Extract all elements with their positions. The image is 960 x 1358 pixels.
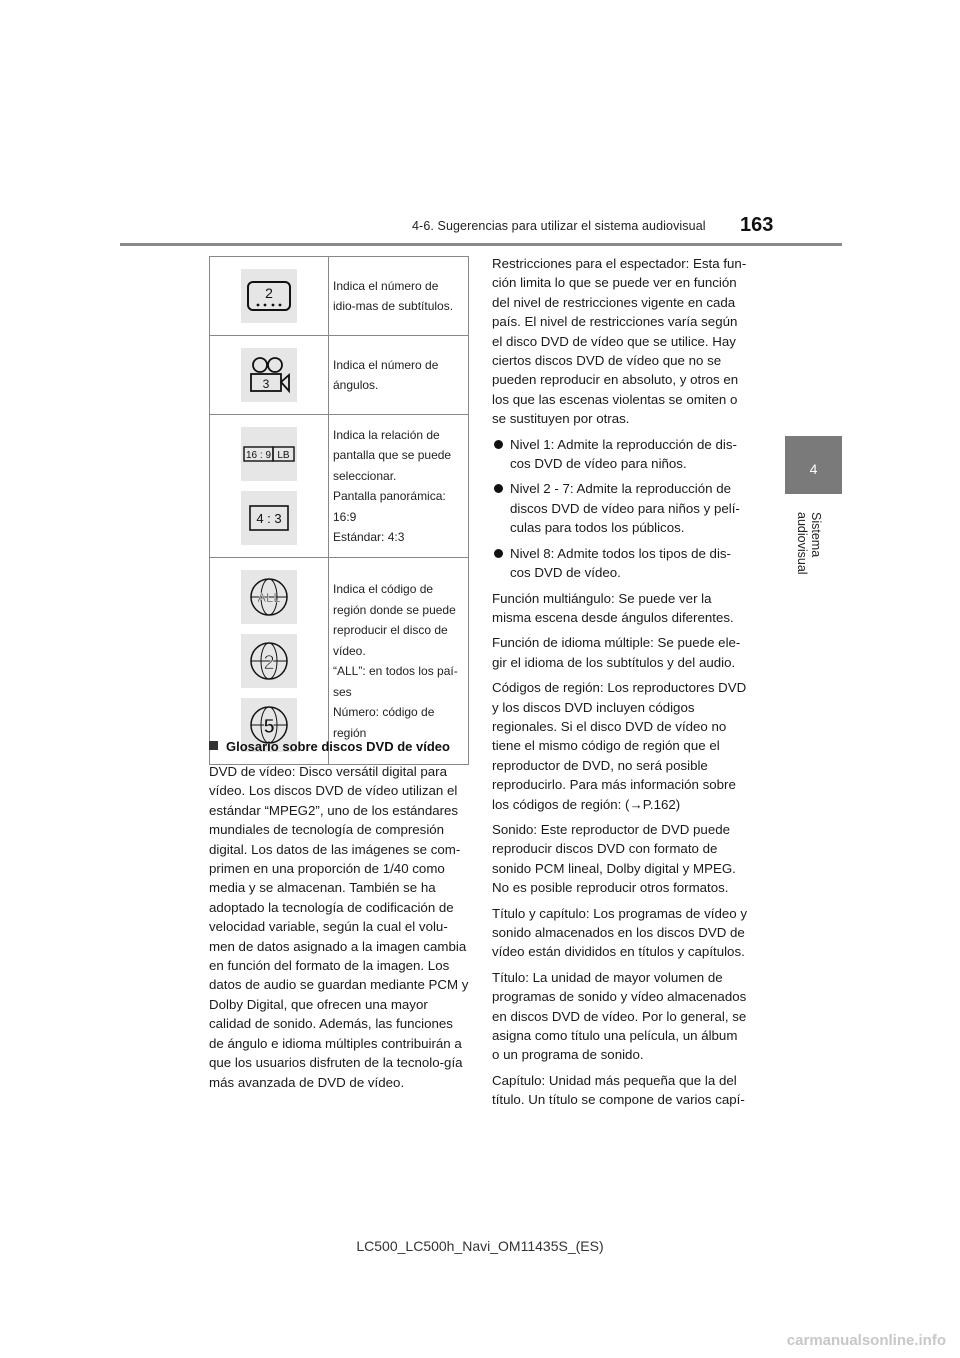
running-header: 4-6. Sugerencias para utilizar el sistema audiovisual bbox=[412, 219, 706, 233]
chapter-paragraph: Capítulo: Unidad más pequeña que la del título. Un título se compone de varios capí- bbox=[492, 1072, 745, 1108]
title-chapter-paragraph: Título y capítulo: Los programas de vídeo y sonido almacenados en los discos DVD de vídeo están divididos en títulos y capítulos. bbox=[492, 905, 747, 960]
viewer-restrictions-paragraph: Restricciones para el espectador: Esta fun-ción limita lo que se puede ver en función del nivel de restricciones vigente en cada país. El nivel de restricciones varía según el disco DVD de vídeo que se utilice. Hay ciertos discos DVD de vídeo que no se pueden reproducir en absoluto, y otros en los que las escenas violentas se omiten o se sustituyen por otras. bbox=[492, 256, 747, 427]
list-item: Nivel 2 - 7: Admite la reproducción de discos DVD de vídeo para niños y pelí-culas para todos los públicos. bbox=[492, 479, 748, 537]
multi-language-paragraph: Función de idioma múltiple: Se puede ele-gir el idioma de los subtítulos y del audio. bbox=[492, 635, 741, 670]
icon-cell bbox=[210, 336, 329, 415]
description-cell: Indica la relación de pantalla que se puede seleccionar. Pantalla panorámica: 16:9 Estándar: 4:3 bbox=[329, 415, 469, 558]
glossary-heading-text: Glosario sobre discos DVD de vídeo bbox=[226, 739, 450, 754]
region-all-text: ALL bbox=[257, 590, 281, 605]
icon-cell bbox=[210, 415, 329, 558]
list-item: Nivel 1: Admite la reproducción de dis-cos DVD de vídeo para niños. bbox=[492, 435, 748, 474]
subtitle-languages-icon bbox=[241, 269, 297, 323]
wide-screen-icon bbox=[241, 427, 297, 481]
letterbox-text: LB bbox=[277, 450, 290, 461]
camera-angles-icon bbox=[241, 348, 297, 402]
icon-cell bbox=[210, 257, 329, 336]
region-codes-paragraph: Códigos de región: Los reproductores DVD y los discos DVD incluyen códigos regionales. Si el disco DVD de vídeo no tiene el mismo código de región que el reproductor de DVD, no será posible reproducirlo. Para más información sobre los códigos de región: (→P.162) bbox=[492, 680, 747, 812]
standard-screen-icon bbox=[241, 491, 297, 545]
dvd-symbols-table bbox=[209, 256, 469, 765]
description-cell: Indica el número de ángulos. bbox=[329, 336, 469, 415]
ratio-16-9-text: 16 : 9 bbox=[245, 450, 272, 461]
region-all-icon bbox=[241, 570, 297, 624]
glossary-section bbox=[209, 738, 471, 1098]
region-5-text: 5 bbox=[263, 716, 275, 738]
table-row bbox=[210, 336, 469, 415]
page-number: 163 bbox=[740, 214, 774, 236]
chapter-side-label: Sistema audiovisual bbox=[795, 512, 823, 575]
model-footer: LC500_LC500h_Navi_OM11435S_(ES) bbox=[356, 1238, 604, 1254]
description-cell: Indica el código de región donde se puede reproducir el disco de vídeo. “ALL”: en todos los paí-ses Número: código de región bbox=[329, 558, 469, 765]
region-2-text: 2 bbox=[263, 652, 275, 674]
watermark: carmanualsonline.info bbox=[786, 1332, 946, 1349]
region-2-icon bbox=[241, 634, 297, 688]
header-rule bbox=[120, 243, 842, 246]
angle-count-text: 3 bbox=[262, 377, 270, 391]
icon-cell bbox=[210, 558, 329, 765]
subtitle-count-text: 2 bbox=[265, 285, 273, 301]
glossary-heading bbox=[209, 738, 471, 756]
ratio-4-3-text: 4 : 3 bbox=[256, 511, 282, 526]
square-bullet-icon bbox=[209, 741, 218, 750]
title-paragraph: Título: La unidad de mayor volumen de programas de sonido y vídeo almacenados en discos DVD de vídeo. Por lo general, se asigna como título una película, un álbum o un programa de sonido. bbox=[492, 969, 747, 1063]
right-column bbox=[492, 254, 748, 1116]
list-item: Nivel 8: Admite todos los tipos de dis-cos DVD de vídeo. bbox=[492, 544, 748, 583]
multi-angle-paragraph: Función multiángulo: Se puede ver la misma escena desde ángulos diferentes. bbox=[492, 590, 734, 625]
dvd-video-paragraph: DVD de vídeo: Disco versátil digital para vídeo. Los discos DVD de vídeo utilizan el estándar “MPEG2”, uno de los estándares mundiales de tecnología de compresión digital. Los datos de las imágenes se com-primen en una proporción de 1/40 como media y se almacenan. También se ha adoptado la tecnología de codificación de velocidad variable, según la cual el volu-men de datos asignado a la imagen cambia en función del formato de la imagen. Los datos de audio se guardan mediante PCM y Dolby Digital, que ofrecen una mayor calidad de sonido. Además, las funciones de ángulo e idioma múltiples contribuirán a que los usuarios disfruten de la tecnolo-gía más avanzada de DVD de vídeo. bbox=[209, 764, 469, 1090]
table-row bbox=[210, 558, 469, 765]
description-cell: Indica el número de idio-mas de subtítulos. bbox=[329, 257, 469, 336]
table-row bbox=[210, 415, 469, 558]
chapter-tab-number: 4 bbox=[809, 461, 818, 477]
table-row bbox=[210, 257, 469, 336]
sound-paragraph: Sonido: Este reproductor de DVD puede reproducir discos DVD con formato de sonido PCM lineal, Dolby digital y MPEG. No es posible reproducir otros formatos. bbox=[492, 821, 736, 896]
